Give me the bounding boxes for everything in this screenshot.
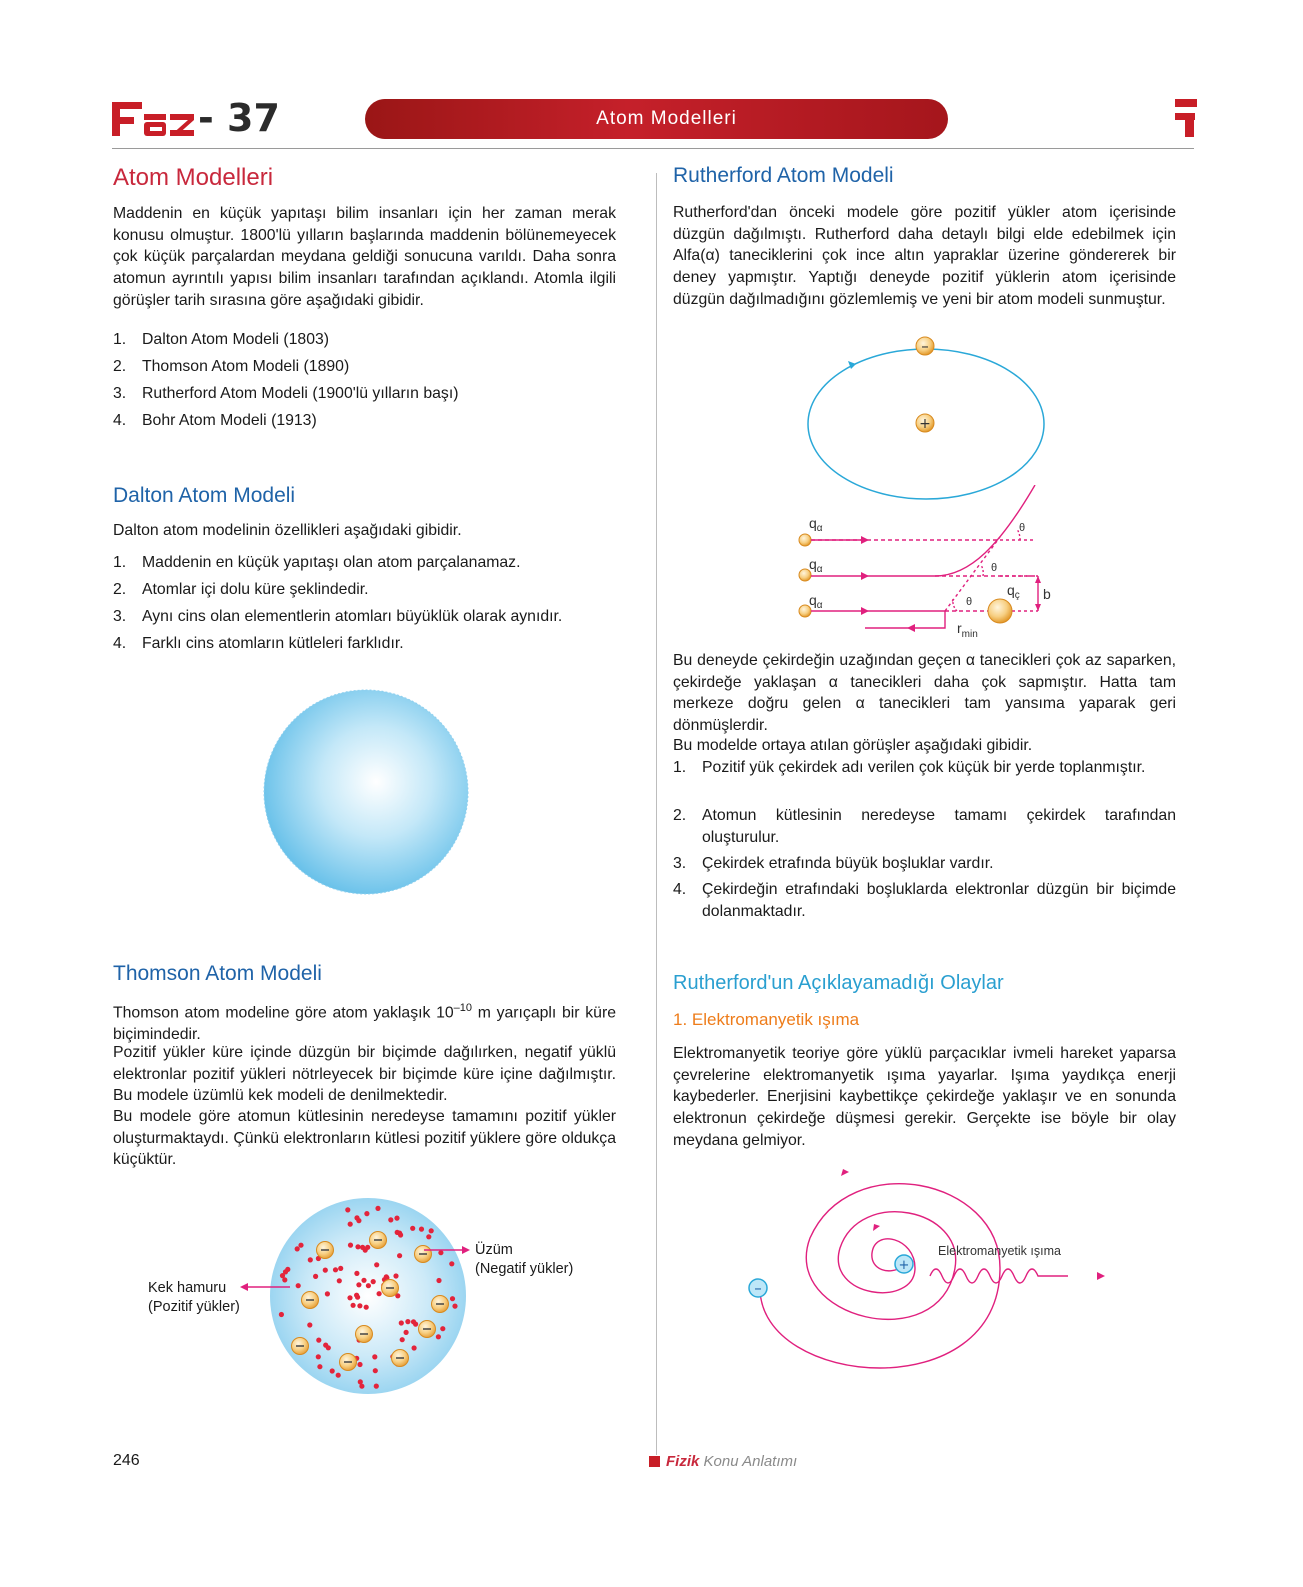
dalton-intro: Dalton atom modelinin özellikleri aşağıdaki gibidir. [113, 522, 462, 539]
label-q-nucleus: $q_ç$ [1007, 582, 1020, 601]
section-title-unexplained: Rutherford'un Açıklayamadığı Olaylar [673, 972, 1004, 994]
positive-charge-dot [412, 1345, 417, 1350]
positive-charge-dot [354, 1271, 359, 1276]
positive-charge-dot [366, 1283, 371, 1288]
chapter-banner [365, 99, 948, 139]
positive-charge-dot [354, 1293, 359, 1298]
label-grape: Üzüm (Negatif yükler) [475, 1242, 574, 1277]
positive-charge-dot [333, 1267, 338, 1272]
section-title-atom-models: Atom Modelleri [113, 164, 274, 191]
label-cake-dough: Kek hamuru (Pozitif yükler) [148, 1280, 240, 1315]
list-item: 3. Çekirdek etrafında büyük boşluklar vardır. [673, 855, 994, 872]
positive-charge-dot [295, 1246, 300, 1251]
positive-charge-dot [345, 1207, 350, 1212]
electron-grape [419, 1321, 436, 1338]
positive-charge-dot [348, 1222, 353, 1227]
electron-sign: – [921, 337, 929, 355]
positive-charge-dot [359, 1384, 364, 1389]
list-item: 2. Thomson Atom Modeli (1890) [113, 358, 350, 375]
positive-charge-dot [410, 1226, 415, 1231]
positive-charge-dot [354, 1215, 359, 1220]
positive-charge-dot [316, 1338, 321, 1343]
positive-charge-dot [440, 1326, 445, 1331]
section-title-thomson: Thomson Atom Modeli [113, 962, 322, 985]
positive-charge-dot [450, 1296, 455, 1301]
positive-charge-dot [397, 1253, 402, 1258]
positive-charge-dot [400, 1337, 405, 1342]
dalton-properties-list [113, 554, 633, 662]
positive-charge-dot [398, 1232, 403, 1237]
positive-charge-dot [280, 1273, 285, 1278]
rutherford-views-list [673, 757, 1176, 927]
list-item: 4. Çekirdeğin etrafındaki boşluklarda elektronlar düzgün bir biçimde dolanmaktadır. [673, 881, 1176, 920]
rutherford-paragraph: Rutherford'dan önceki modele göre pozitif yükler atom içerisinde düzgün dağılmıştı. Rutherford daha detaylı bilgi elde edebilmek için Alfa(α) taneciklerini çok ince altın yapraklar üzerine göndererek bir deney yapmıştır. Yaptığı deneyde pozitif yüklerin atom içerisinde düzgün dağılmadığını gözlemlemiş ve yeni bir atom modeli sunmuştur. [673, 204, 1176, 308]
positive-charge-dot [384, 1274, 389, 1279]
list-item: 1. Maddenin en küçük yapıtaşı olan atom parçalanamaz. [113, 554, 521, 571]
positive-charge-dot [307, 1322, 312, 1327]
positive-charge-dot [316, 1354, 321, 1359]
positive-charge-dot [393, 1273, 398, 1278]
positive-charge-dot [355, 1244, 360, 1249]
label-em-radiation: Elektromanyetik ışıma [938, 1244, 1061, 1258]
positive-charge-dot [394, 1216, 399, 1221]
header-rule [112, 148, 1194, 149]
positive-charge-dot [411, 1319, 416, 1324]
column-divider [656, 173, 657, 1455]
positive-charge-dot [323, 1343, 328, 1348]
positive-charge-dot [338, 1266, 343, 1271]
electron-grape [382, 1280, 399, 1297]
list-item: 2. Atomun kütlesinin neredeyse tamamı çekirdek tarafından oluşturulur. [673, 807, 1176, 846]
label-q-alpha-1: $q_\alpha$ [809, 515, 823, 534]
positive-charge-dot [325, 1291, 330, 1296]
rutherford-orbit-illustration [800, 333, 1060, 503]
nucleus-sign: + [919, 416, 931, 432]
list-item: 2. Atomlar içi dolu küre şeklindedir. [113, 581, 369, 598]
positive-charge-dot [348, 1243, 353, 1248]
positive-charge-dot [317, 1364, 322, 1369]
positive-charge-dot [452, 1304, 457, 1309]
label-r-min: $r_{min}$ [957, 620, 978, 640]
positive-charge-dot [375, 1206, 380, 1211]
intro-paragraph: Maddenin en küçük yapıtaşı bilim insanları için her zaman merak konusu olmuştur. 1800'lü yılların başlarında maddenin bölünemeyecek çok küçük parçalardan meydana geldiği sonucuna varıldı. Daha sonra atomun ayrıntılı yapısı bilim insanları tarafından açıklandı. Atomla ilgili görüşler tarih sırasına göre aşağıdaki gibidir. [113, 205, 616, 309]
positive-charge-dot [371, 1279, 376, 1284]
rutherford-paragraph-2: Bu deneyde çekirdeğin uzağından geçen α tanecikleri çok az saparken, çekirdeğe yaklaşan α tanecikleri daha çok sapmıştır. Hatta tam merkeze doğru gelen α tanecikleri tam yansıma yaparak geri dönmüşlerdir. [673, 652, 1176, 735]
label-impact-parameter: b [1043, 586, 1051, 602]
positive-charge-dot [436, 1334, 441, 1339]
page-number: 246 [113, 1452, 140, 1469]
nucleus-sign: + [898, 1258, 910, 1273]
rutherford-paragraph-3: Bu modelde ortaya atılan görüşler aşağıdaki gibidir. [673, 737, 1033, 754]
theta-label-2: θ [991, 562, 998, 574]
list-item: 4. Farklı cins atomların kütleleri farklıdır. [113, 635, 404, 652]
electron-grape [392, 1350, 409, 1367]
positive-charge-dot [279, 1312, 284, 1317]
positive-charge-dot [361, 1278, 366, 1283]
positive-charge-dot [336, 1373, 341, 1378]
positive-charge-dot [351, 1303, 356, 1308]
positive-charge-dot [438, 1250, 443, 1255]
thomson-paragraph-3: Bu modele göre atomun kütlesinin neredeyse tamamını pozitif yükler oluşturmaktaydı. Çünkü elektronların kütlesi pozitif yüklere göre oldukça küçüktür. [113, 1108, 616, 1169]
positive-charge-dot [436, 1278, 441, 1283]
positive-charge-dot [308, 1257, 313, 1262]
positive-charge-dot [323, 1268, 328, 1273]
positive-charge-dot [364, 1305, 369, 1310]
theta-label-3: θ [966, 596, 973, 608]
section-title-rutherford: Rutherford Atom Modeli [673, 164, 894, 187]
positive-charge-dot [363, 1248, 368, 1253]
positive-charge-dot [357, 1303, 362, 1308]
electron-grape [370, 1232, 387, 1249]
list-item: 1. Dalton Atom Modeli (1803) [113, 331, 330, 348]
positive-charge-dot [364, 1211, 369, 1216]
positive-charge-dot [357, 1362, 362, 1367]
unit-number: - 37 [198, 96, 280, 140]
alpha-scattering-illustration [795, 485, 1060, 645]
electron-grape [340, 1354, 357, 1371]
positive-charge-dot [388, 1217, 393, 1222]
positive-charge-dot [373, 1368, 378, 1373]
positive-charge-dot [356, 1282, 361, 1287]
positive-charge-dot [330, 1368, 335, 1373]
electron-grape [356, 1326, 373, 1343]
electron-grape [292, 1338, 309, 1355]
thomson-paragraph-2: Pozitif yükler küre içinde düzgün bir biçimde dağılırken, negatif yüklü elektronlar pozitif yükleri nötrleyecek bir biçimde küre içine dağılmıştır. Bu modele üzümlü kek modeli de denilmektedir. [113, 1044, 616, 1105]
models-timeline-list [113, 331, 616, 439]
electron-sign: – [754, 1279, 762, 1297]
positive-charge-dot [372, 1354, 377, 1359]
theta-label-1: θ [1019, 522, 1026, 534]
list-item: 1. Pozitif yük çekirdek adı verilen çok küçük bir yerde toplanmıştır. [673, 759, 1146, 776]
electron-grape [415, 1246, 432, 1263]
list-item: 3. Aynı cins olan elementlerin atomları büyüklük olarak aynıdır. [113, 608, 563, 625]
footer-book-title: Fizik Konu Anlatımı [666, 1453, 798, 1470]
positive-charge-dot [405, 1319, 410, 1324]
label-q-alpha-3: $q_\alpha$ [809, 592, 823, 611]
positive-charge-dot [347, 1295, 352, 1300]
list-item: 3. Rutherford Atom Modeli (1900'lü yılların başı) [113, 385, 459, 402]
positive-charge-dot [374, 1384, 379, 1389]
positive-charge-dot [419, 1227, 424, 1232]
list-item: 4. Bohr Atom Modeli (1913) [113, 412, 317, 429]
label-q-alpha-2: $q_\alpha$ [809, 556, 823, 575]
positive-charge-dot [377, 1291, 382, 1296]
positive-charge-dot [404, 1330, 409, 1335]
electron-grape [317, 1242, 334, 1259]
positive-charge-dot [374, 1262, 379, 1267]
positive-charge-dot [429, 1228, 434, 1233]
positive-charge-dot [449, 1261, 454, 1266]
subsection-title-em-radiation: 1. Elektromanyetik ışıma [673, 1010, 860, 1029]
em-radiation-paragraph: Elektromanyetik teoriye göre yüklü parçacıklar ivmeli hareket yaparsa çevrelerine elektromanyetik ışıma yayarlar. Işıma yaydıkça enerji kaybederler. Enerjisini kaybettikçe çekirdeğe yaklaşır ve en sonunda elektronun çekirdeğe düşmesi gerekir. Gerçekte ise böyle bir olay meydana gelmiyor. [673, 1045, 1176, 1149]
positive-charge-dot [426, 1234, 431, 1239]
electron-grape [432, 1296, 449, 1313]
positive-charge-dot [337, 1278, 342, 1283]
dalton-sphere-illustration [262, 688, 470, 896]
corner-logo-mark [1175, 99, 1197, 137]
positive-charge-dot [296, 1283, 301, 1288]
faz-logo-mark [112, 100, 196, 140]
positive-charge-dot [298, 1243, 303, 1248]
positive-charge-dot [313, 1274, 318, 1279]
electron-grape [302, 1292, 319, 1309]
footer-square-icon [649, 1456, 660, 1467]
spiral-electron-illustration [740, 1158, 1120, 1398]
positive-charge-dot [399, 1320, 404, 1325]
thomson-paragraph-1: Thomson atom modeline göre atom yaklaşık $10^{-10}$ m yarıçaplı bir küre biçimindedir. [113, 1002, 616, 1043]
section-title-dalton: Dalton Atom Modeli [113, 484, 296, 507]
banner-title: Atom Modelleri [596, 108, 737, 129]
